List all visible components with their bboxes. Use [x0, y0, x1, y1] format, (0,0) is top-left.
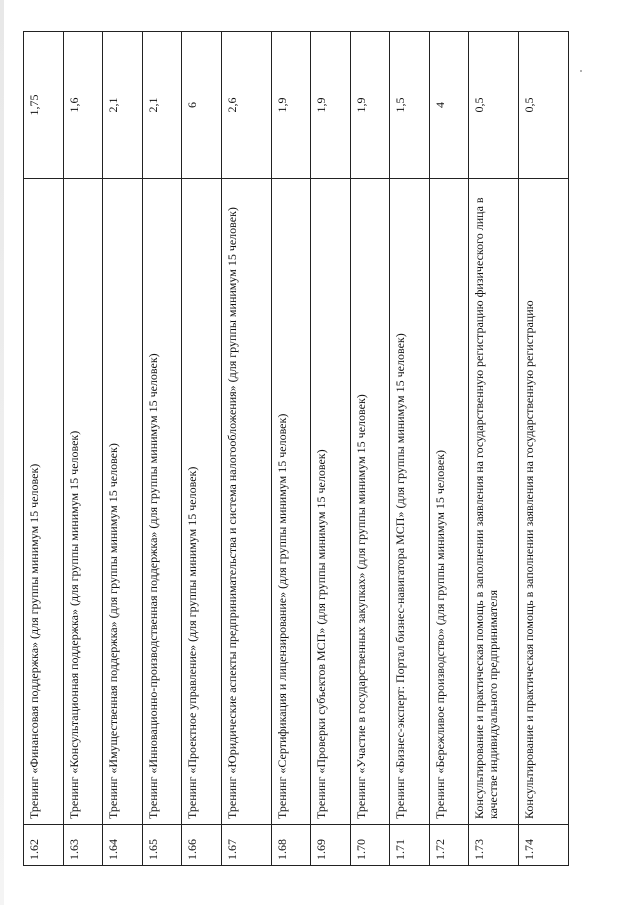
table-row [350, 32, 390, 866]
services-table [23, 31, 569, 866]
service-name: Тренинг «Бизнес-эксперт: Портал бизнес-навигатора МСП» (для группы минимум 15 человек) [390, 179, 430, 825]
service-name: Тренинг «Имущественная поддержка» (для группы минимум 15 человек) [103, 179, 143, 825]
row-number: 1.68 [271, 825, 311, 866]
service-value: 0,5 [469, 32, 519, 179]
service-value: 2,1 [103, 32, 143, 179]
table-row [271, 32, 311, 866]
table-row [429, 32, 469, 866]
service-value: 1,9 [350, 32, 390, 179]
row-number: 1.67 [221, 825, 271, 866]
service-value: 1,5 [390, 32, 430, 179]
table-row [103, 32, 143, 866]
table-row [63, 32, 103, 866]
service-value: 1,9 [311, 32, 351, 179]
service-value: 1,75 [24, 32, 64, 179]
row-number: 1.74 [519, 825, 569, 866]
service-name: Тренинг «Бережливое производство» (для группы минимум 15 человек) [429, 179, 469, 825]
service-name: Тренинг «Сертификация и лицензирование» (для группы минимум 15 человек) [271, 179, 311, 825]
row-number: 1.62 [24, 825, 64, 866]
service-value: 2,1 [142, 32, 182, 179]
service-name: Тренинг «Финансовая поддержка» (для группы минимум 15 человек) [24, 179, 64, 825]
scan-edge [0, 0, 4, 905]
row-number: 1.63 [63, 825, 103, 866]
table-row [390, 32, 430, 866]
service-name: Консультирование и практическая помощь в заполнении заявления на государственную регистрацию физического лица в качестве индивидуального предпринимателя [469, 179, 519, 825]
scan-dot [580, 70, 582, 72]
service-name: Тренинг «Проектное управление» (для группы минимум 15 человек) [182, 179, 222, 825]
service-value: 6 [182, 32, 222, 179]
table-wrapper [23, 65, 569, 866]
service-value: 0,5 [519, 32, 569, 179]
table-row [221, 32, 271, 866]
table-row [469, 32, 519, 866]
row-number: 1.64 [103, 825, 143, 866]
row-number: 1.66 [182, 825, 222, 866]
table-row [142, 32, 182, 866]
service-name: Тренинг «Консультационная поддержка» (для группы минимум 15 человек) [63, 179, 103, 825]
row-number: 1.73 [469, 825, 519, 866]
table-row [24, 32, 64, 866]
service-value: 1,6 [63, 32, 103, 179]
table-row [182, 32, 222, 866]
service-name: Тренинг «Участие в государственных закупках» (для группы минимум 15 человек) [350, 179, 390, 825]
row-number: 1.72 [429, 825, 469, 866]
service-name: Тренинг «Юридические аспекты предпринимательства и система налогообложения» (для группы минимум 15 человек) [221, 179, 271, 825]
service-value: 1,9 [271, 32, 311, 179]
service-name: Тренинг «Проверки субъектов МСП» (для группы минимум 15 человек) [311, 179, 351, 825]
row-number: 1.71 [390, 825, 430, 866]
service-value: 2,6 [221, 32, 271, 179]
table-row [519, 32, 569, 866]
row-number: 1.69 [311, 825, 351, 866]
service-name: Консультирование и практическая помощь в заполнении заявления на государственную регистрацию [519, 179, 569, 825]
row-number: 1.65 [142, 825, 182, 866]
row-number: 1.70 [350, 825, 390, 866]
table-row [311, 32, 351, 866]
service-value: 4 [429, 32, 469, 179]
service-name: Тренинг «Инновационно-производственная поддержка» (для группы минимум 15 человек) [142, 179, 182, 825]
